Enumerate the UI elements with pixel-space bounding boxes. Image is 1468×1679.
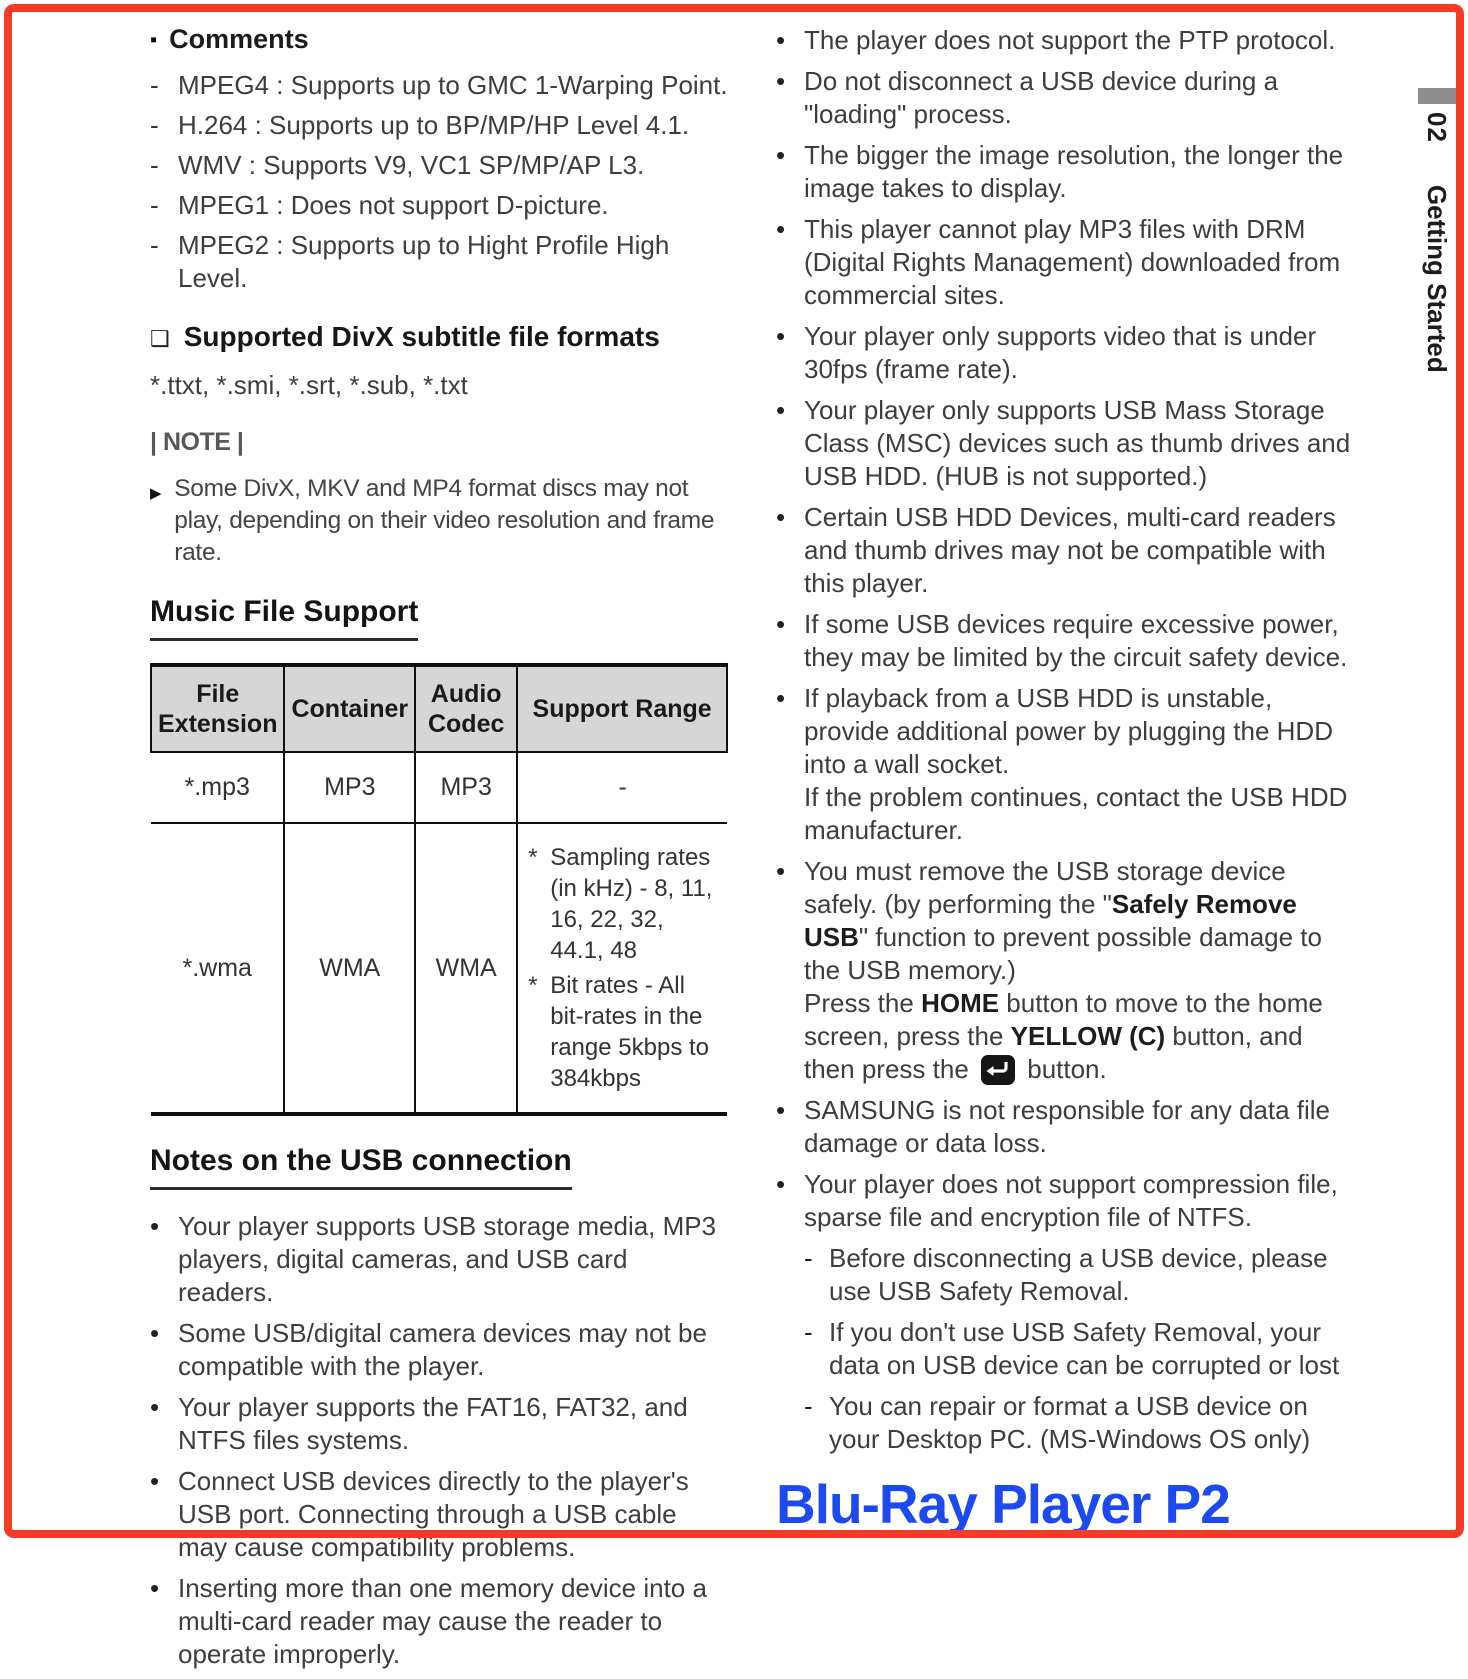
bullet-marker: - xyxy=(804,1317,813,1347)
bullet-marker: • xyxy=(776,140,786,170)
list-item xyxy=(150,1572,728,1671)
cell-ext: *.mp3 xyxy=(151,752,284,823)
right-column xyxy=(776,24,1356,1536)
list-item-text: Inserting more than one memory device into a multi-card reader may cause the reader to operate improperly. xyxy=(178,1573,707,1669)
asterisk-marker: * xyxy=(528,972,538,999)
enter-icon xyxy=(981,1055,1015,1085)
filled-square-icon: ▪ xyxy=(150,29,158,51)
note-item xyxy=(150,473,728,569)
list-item xyxy=(804,1316,1356,1382)
bullet-marker: • xyxy=(150,1211,160,1241)
list-item-text: Your player does not support compression file, sparse file and encryption file of NTFS. xyxy=(804,1169,1338,1232)
comments-heading xyxy=(150,24,728,55)
list-item xyxy=(776,394,1356,493)
bullet-marker: • xyxy=(150,1466,160,1496)
dash-marker: - xyxy=(150,150,159,180)
list-item-text: This player cannot play MP3 files with DRM (Digital Rights Management) downloaded from commercial sites. xyxy=(804,214,1341,310)
bullet-marker: • xyxy=(776,1095,786,1125)
cell-range: - xyxy=(517,752,727,823)
list-item-text: SAMSUNG is not responsible for any data file damage or data loss. xyxy=(804,1095,1331,1158)
bullet-marker: • xyxy=(776,214,786,244)
list-item-text: WMV : Supports V9, VC1 SP/MP/AP L3. xyxy=(178,150,645,180)
list-item-text: Your player only supports video that is under 30fps (frame rate). xyxy=(804,321,1317,384)
music-file-support-heading: Music File Support xyxy=(150,595,728,641)
list-item-text: Certain USB HDD Devices, multi-card readers and thumb drives may not be compatible with this player. xyxy=(804,502,1336,598)
list-item-text: H.264 : Supports up to BP/MP/HP Level 4.1. xyxy=(178,110,690,140)
list-item-text: Do not disconnect a USB device during a "loading" process. xyxy=(804,66,1279,129)
divx-heading xyxy=(150,321,728,353)
list-item xyxy=(150,1317,728,1383)
bullet-marker: • xyxy=(776,502,786,532)
bullet-marker: • xyxy=(776,25,786,55)
list-item-text: MPEG1 : Does not support D-picture. xyxy=(178,190,609,220)
bullet-marker: - xyxy=(804,1391,813,1421)
col-header-audio-codec: Audio Codec xyxy=(415,665,517,752)
comments-list xyxy=(150,69,728,295)
comments-title: Comments xyxy=(169,24,309,54)
note-text: Some DivX, MKV and MP4 format discs may not play, depending on their video resolution and frame rate. xyxy=(174,475,715,566)
left-column xyxy=(150,24,728,1679)
usb-notes-heading: Notes on the USB connection xyxy=(150,1144,728,1190)
list-item xyxy=(150,1465,728,1564)
list-item xyxy=(776,1168,1356,1234)
list-item xyxy=(150,189,728,222)
list-item-text: You can repair or format a USB device on your Desktop PC. (MS-Windows OS only) xyxy=(829,1391,1311,1454)
list-item xyxy=(150,229,728,295)
bullet-marker: • xyxy=(776,1169,786,1199)
list-item-text: Your player supports the FAT16, FAT32, and NTFS files systems. xyxy=(178,1392,688,1455)
list-item-text: Connect USB devices directly to the player's USB port. Connecting through a USB cable may cause compatibility problems. xyxy=(178,1466,689,1562)
list-item-text: The bigger the image resolution, the longer the image takes to display. xyxy=(804,140,1344,203)
divx-title: Supported DivX subtitle file formats xyxy=(183,321,660,352)
list-item-text: If some USB devices require excessive power, they may be limited by the circuit safety device. xyxy=(804,609,1348,672)
col-header-support-range: Support Range xyxy=(517,665,727,752)
list-item xyxy=(776,320,1356,386)
bullet-marker: • xyxy=(776,609,786,639)
list-item xyxy=(776,24,1356,57)
music-support-table xyxy=(150,663,728,1116)
chapter-number: 02 xyxy=(1422,112,1452,143)
table-row xyxy=(151,752,727,823)
cell-codec: MP3 xyxy=(415,752,517,823)
bullet-marker: • xyxy=(776,683,786,713)
bullet-marker: • xyxy=(776,856,786,886)
list-item-text: Some USB/digital camera devices may not be compatible with the player. xyxy=(178,1318,707,1381)
list-item-text: Your player supports USB storage media, MP3 players, digital cameras, and USB card readers. xyxy=(178,1211,717,1307)
range-text: Sampling rates (in kHz) - 8, 11, 16, 22, 32, 44.1, 48 xyxy=(550,844,713,964)
list-item xyxy=(776,608,1356,674)
list-item xyxy=(150,1391,728,1457)
cell-ext: *.wma xyxy=(151,823,284,1114)
list-item xyxy=(528,842,717,966)
range-text: Bit rates - All bit-rates in the range 5kbps to 384kbps xyxy=(550,972,709,1092)
cell-container: WMA xyxy=(284,823,415,1114)
list-item xyxy=(776,855,1356,1086)
sidebar-chapter-label xyxy=(1422,112,1452,412)
note-arrow-icon: ▶ xyxy=(150,485,162,502)
list-item xyxy=(528,970,717,1094)
cell-range xyxy=(517,823,727,1114)
list-item-text: Before disconnecting a USB device, please use USB Safety Removal. xyxy=(829,1243,1328,1306)
list-item-text: Your player only supports USB Mass Storage Class (MSC) devices such as thumb drives and USB HDD. (HUB is not supported.) xyxy=(804,395,1351,491)
list-item-text: MPEG2 : Supports up to Hight Profile High Level. xyxy=(178,230,670,293)
cell-container: MP3 xyxy=(284,752,415,823)
sidebar-gray-bar xyxy=(1418,88,1456,104)
bullet-marker: • xyxy=(150,1573,160,1603)
bullet-marker: • xyxy=(776,66,786,96)
list-item xyxy=(804,1390,1356,1456)
list-item xyxy=(776,682,1356,847)
chapter-title: Getting Started xyxy=(1422,184,1452,373)
list-item xyxy=(150,1210,728,1309)
table-header-row xyxy=(151,665,727,752)
list-item-text: The player does not support the PTP protocol. xyxy=(804,25,1336,55)
bullet-marker: • xyxy=(150,1318,160,1348)
list-item-text: If playback from a USB HDD is unstable, provide additional power by plugging the HDD into a wall socket. If the problem continues, contact the USB HDD manufacturer. xyxy=(804,683,1348,845)
list-item xyxy=(150,149,728,182)
usb-notes-list xyxy=(150,1210,728,1671)
cell-codec: WMA xyxy=(415,823,517,1114)
list-item xyxy=(776,139,1356,205)
list-item xyxy=(776,501,1356,600)
dash-marker: - xyxy=(150,110,159,140)
list-item xyxy=(776,213,1356,312)
dash-marker: - xyxy=(150,70,159,100)
list-item-text: If you don't use USB Safety Removal, your data on USB device can be corrupted or lost xyxy=(829,1317,1340,1380)
dash-marker: - xyxy=(150,190,159,220)
col-header-file-extension: File Extension xyxy=(151,665,284,752)
table-row xyxy=(151,823,727,1114)
asterisk-marker: * xyxy=(528,844,538,871)
list-item xyxy=(150,69,728,102)
bullet-marker: • xyxy=(776,321,786,351)
bullet-marker: • xyxy=(150,1392,160,1422)
open-square-icon: ❑ xyxy=(150,326,170,351)
list-item xyxy=(150,109,728,142)
list-item xyxy=(776,1094,1356,1160)
subtitle-formats: *.ttxt, *.smi, *.srt, *.sub, *.txt xyxy=(150,370,468,400)
range-list xyxy=(528,842,717,1094)
list-item-text: MPEG4 : Supports up to GMC 1-Warping Point. xyxy=(178,70,728,100)
page-title: Blu-Ray Player P2 xyxy=(776,1473,1230,1535)
right-notes-list xyxy=(776,24,1356,1456)
list-item xyxy=(776,65,1356,131)
note-label: | NOTE | xyxy=(150,428,244,456)
bullet-marker: • xyxy=(776,395,786,425)
col-header-container: Container xyxy=(284,665,415,752)
dash-marker: - xyxy=(150,230,159,260)
bullet-marker: - xyxy=(804,1243,813,1273)
list-item xyxy=(804,1242,1356,1308)
list-item-text: You must remove the USB storage device safely. (by performing the "Safely Remove USB" function to prevent possible damage to the USB memory.) Press the HOME button to move to the home screen, press the YELLOW (C) button, and then press the button. xyxy=(804,856,1323,1084)
